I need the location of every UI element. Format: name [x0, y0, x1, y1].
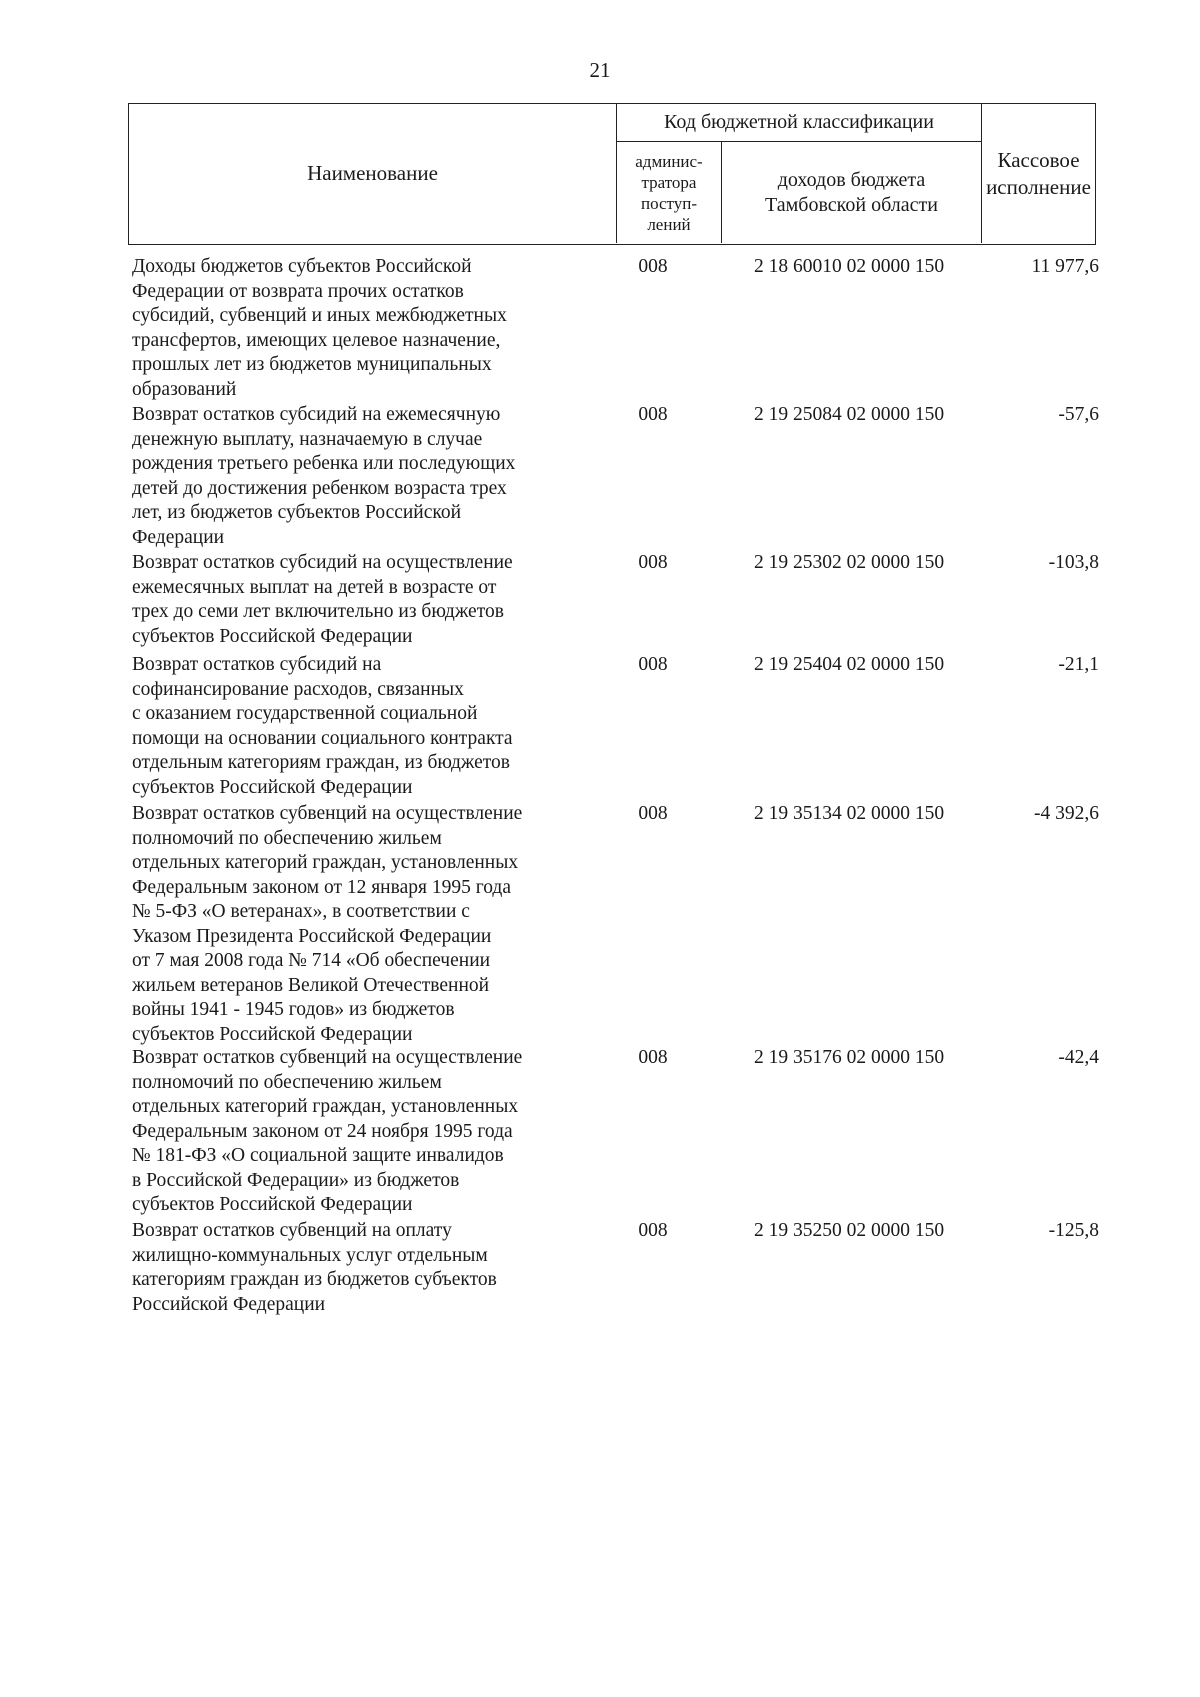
row-name-line: субсидий, субвенций и иных межбюджетных: [132, 305, 507, 326]
header-admin-line: админис-: [635, 151, 703, 171]
row-name-line: полномочий по обеспечению жильем: [132, 827, 442, 849]
row-name-line: Возврат остатков субвенций на осуществление: [132, 803, 523, 824]
header-admin-line: тратора: [641, 172, 697, 192]
row-name-line: Доходы бюджетов субъектов Российской: [132, 256, 472, 277]
row-name-line: жилищно-коммунальных услуг отдельным: [132, 1244, 488, 1266]
row-admin-code: 008: [638, 803, 668, 824]
row-cash-execution: 11 977,6: [1031, 256, 1099, 277]
row-budget-code: 2 19 35134 02 0000 150: [753, 803, 945, 824]
row-name-line: детей до достижения ребенком возраста трех: [132, 477, 507, 499]
row-name-line: рождения третьего ребенка или последующих: [132, 453, 516, 474]
row-name-line: войны 1941 - 1945 годов» из бюджетов: [132, 999, 455, 1020]
row-name-line: Возврат остатков субвенций на осуществление: [132, 1047, 523, 1068]
row-name-line: денежную выплату, назначаемую в случае: [132, 428, 483, 450]
header-dohod: [722, 142, 982, 243]
row-admin-code: 008: [638, 404, 668, 425]
row-name-line: лет, из бюджетов субъектов Российской: [132, 502, 462, 523]
row-name-line: прошлых лет из бюджетов муниципальных: [132, 354, 492, 375]
row-name-line: субъектов Российской Федерации: [132, 776, 413, 798]
row-admin-code: 008: [638, 256, 668, 277]
row-cash-execution: -57,6: [1058, 404, 1099, 425]
row-name-line: полномочий по обеспечению жильем: [132, 1071, 442, 1093]
row-name-line: категориям граждан из бюджетов субъектов: [132, 1269, 497, 1290]
row-name-line: трех до семи лет включительно из бюджетов: [132, 601, 504, 622]
row-name-line: Возврат остатков субсидий на осуществление: [132, 552, 513, 573]
row-admin-code: 008: [638, 654, 668, 675]
header-kassa-line: исполнение: [986, 174, 1091, 199]
row-budget-code: 2 19 35250 02 0000 150: [753, 1220, 945, 1241]
row-name-line: Российской Федерации: [132, 1293, 326, 1315]
row-name-line: жильем ветеранов Великой Отечественной: [132, 974, 490, 996]
row-name-line: субъектов Российской Федерации: [132, 1023, 413, 1045]
header-admin: [617, 142, 722, 243]
row-name-line: Федеральным законом от 24 ноября 1995 года: [132, 1120, 513, 1142]
row-name-line: отдельным категориям граждан, из бюджетов: [132, 752, 511, 773]
row-name-line: с оказанием государственной социальной: [132, 703, 478, 724]
row-name: [128, 653, 587, 800]
row-name-line: № 5-ФЗ «О ветеранах», в соответствии с: [132, 901, 470, 922]
row-cash-execution: -125,8: [1048, 1220, 1099, 1241]
table-row: [128, 653, 1099, 800]
row-name-line: отдельных категорий граждан, установленных: [132, 852, 519, 873]
row-name-line: трансфертов, имеющих целевое назначение,: [132, 329, 501, 351]
header-kbk: Код бюджетной классификации: [617, 104, 982, 142]
row-name-line: Возврат остатков субсидий на: [132, 654, 382, 675]
row-name-line: Возврат остатков субвенций на оплату: [132, 1220, 452, 1241]
header-admin-line: поступ-: [640, 193, 697, 213]
row-name-line: Указом Президента Российской Федерации: [132, 925, 492, 947]
row-name: [128, 1046, 587, 1218]
row-name-line: от 7 мая 2008 года № 714 «Об обеспечении: [132, 950, 491, 971]
row-name-line: ежемесячных выплат на детей в возрасте от: [132, 576, 497, 598]
row-cash-execution: -42,4: [1058, 1047, 1099, 1068]
row-admin-code: 008: [638, 1220, 668, 1241]
row-name-line: Федеральным законом от 12 января 1995 года: [132, 876, 511, 898]
row-cash-execution: -103,8: [1048, 552, 1099, 573]
row-name: [128, 255, 587, 402]
row-budget-code: 2 19 25084 02 0000 150: [753, 404, 945, 425]
row-name-line: Федерации от возврата прочих остатков: [132, 280, 464, 302]
table-row: [128, 1046, 1099, 1218]
row-budget-code: 2 18 60010 02 0000 150: [753, 256, 945, 277]
row-name-line: Федерации: [132, 526, 225, 548]
table-row: [128, 551, 1099, 649]
page-number: 21: [589, 58, 611, 82]
table-row: [128, 802, 1099, 1047]
row-budget-code: 2 19 35176 02 0000 150: [753, 1047, 945, 1068]
row-name-line: субъектов Российской Федерации: [132, 625, 413, 647]
header-kassa-line: Кассовое: [997, 147, 1080, 172]
header-admin-line: лений: [647, 214, 691, 234]
table-row: [128, 1219, 1099, 1317]
row-admin-code: 008: [638, 1047, 668, 1068]
row-name-line: отдельных категорий граждан, установленных: [132, 1096, 519, 1117]
table-row: [128, 255, 1099, 402]
row-cash-execution: -4 392,6: [1034, 803, 1099, 824]
table-header: [128, 103, 1096, 245]
row-name: [128, 403, 587, 550]
header-kassa: [982, 104, 1095, 243]
row-name: [128, 1219, 587, 1317]
row-name: [128, 551, 587, 649]
row-name-line: № 181-ФЗ «О социальной защите инвалидов: [132, 1145, 504, 1166]
header-dohod-line: доходов бюджета: [777, 168, 926, 191]
row-budget-code: 2 19 25404 02 0000 150: [753, 654, 945, 675]
row-name-line: субъектов Российской Федерации: [132, 1194, 413, 1215]
row-name-line: образований: [132, 378, 237, 400]
header-dohod-line: Тамбовской области: [765, 193, 938, 216]
table-row: [128, 403, 1099, 550]
row-budget-code: 2 19 25302 02 0000 150: [753, 552, 945, 573]
row-admin-code: 008: [638, 552, 668, 573]
row-name-line: Возврат остатков субсидий на ежемесячную: [132, 404, 501, 425]
row-name-line: помощи на основании социального контракта: [132, 727, 513, 749]
header-name: Наименование: [129, 104, 617, 243]
row-cash-execution: -21,1: [1058, 654, 1099, 675]
row-name: [128, 802, 587, 1047]
row-name-line: в Российской Федерации» из бюджетов: [132, 1169, 460, 1191]
row-name-line: софинансирование расходов, связанных: [132, 678, 464, 700]
